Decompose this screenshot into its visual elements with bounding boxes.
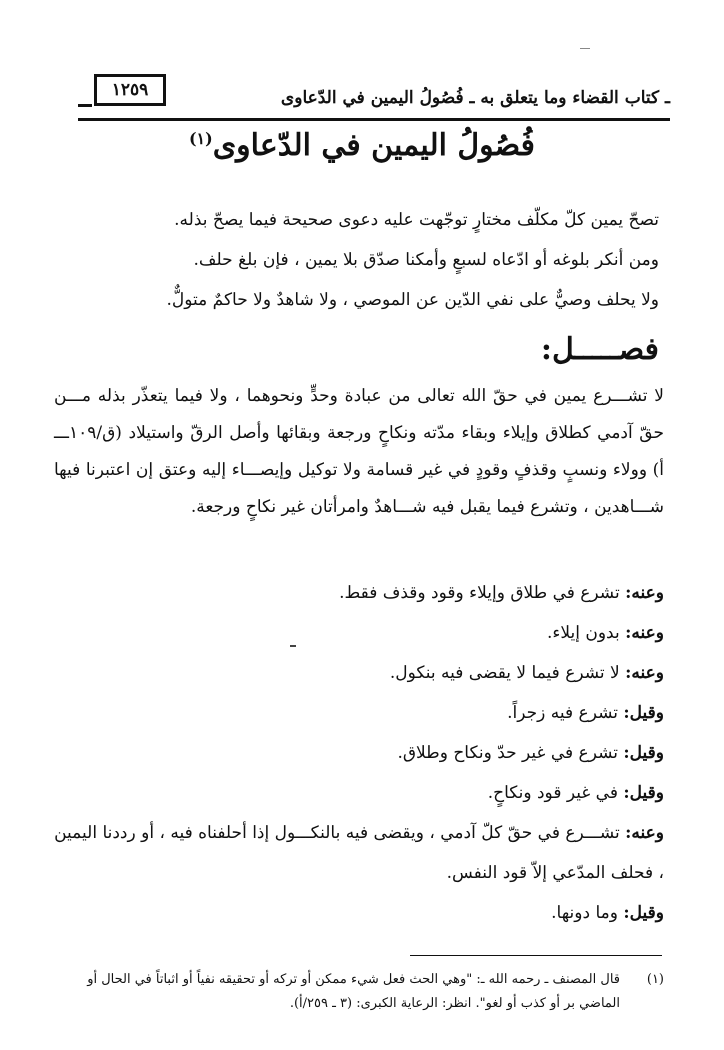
- list-item-label: وعنه:: [625, 663, 664, 683]
- list-item-text: لا تشرع فيما لا يقضى فيه بنكول.: [389, 663, 620, 683]
- list-item-text: تشرع في طلاق وإيلاء وقود وقذف فقط.: [339, 583, 620, 603]
- footnote-text: قال المصنف ـ رحمه الله ـ: "وهي الحث فعل شيء ممكن أو تركه أو تحقيقه نفياً أو اثباتاً في الحال أو الماضي بر أو كذب أو لغو". انظر: الرعاية الكبرى: (٣ ـ ٢٥٩/أ).: [87, 972, 620, 1011]
- scan-mark: [580, 48, 590, 49]
- body-paragraph-text: لا تشـــرع يمين في حقّ الله تعالى من عبادة وحدٍّ ونحوهما ، ولا فيما يتعذّر بذله مـــن حقّ آدمي كطلاق وإيلاء وبقاء مدّته ونكاحٍ ورجعة وبقائها وأصل الرقّ واستيلاد (ق/١٠٩ـــ أ) وولاء ونسبٍ وقذفٍ وقودٍ في غير قسامة ولا توكيل وإيصـــاء إليه وعتق إن اعتبرنا فيها شـــاهدين ، وتشرع فيما يقبل فيه شـــاهدٌ وامرأتان غير نكاحٍ ورجعة.: [54, 386, 664, 517]
- running-header: [78, 70, 670, 121]
- list-item: [54, 573, 664, 613]
- footnote-divider: [410, 955, 662, 956]
- footnote-number: (١): [646, 972, 664, 987]
- list-item: [54, 733, 664, 773]
- list-item-text: تشـــرع في حقّ كلّ آدمي ، ويقضى فيه بالنكـــول إذا أحلفناه فيه ، أو رددنا اليمين ، فحلف المدّعي إلاّ قود النفس.: [54, 823, 664, 883]
- list-item-label: وقيل:: [623, 743, 664, 763]
- list-item-label: وقيل:: [623, 783, 664, 803]
- list-item-text: في غير قود ونكاحٍ.: [487, 783, 618, 803]
- list-item-text: بدون إيلاء.: [546, 623, 620, 643]
- page-number-box: ١٢٥٩: [94, 74, 166, 106]
- intro-line: ومن أنكر بلوغه أو ادّعاه لسبعٍ وأمكنا صدّق بلا يمين ، فإن بلغ حلف.: [193, 250, 659, 270]
- body-paragraph: [54, 378, 664, 526]
- section-heading: فصـــــل:: [540, 332, 659, 367]
- chapter-title-text: فُصُولُ اليمين في الدّعاوى: [212, 128, 536, 163]
- list-item: [54, 813, 664, 893]
- intro-line: تصحّ يمين كلّ مكلّف مختارٍ توجّهت عليه دعوى صحيحة فيما يصحّ بذله.: [174, 210, 659, 230]
- intro-line: ولا يحلف وصيٌّ على نفي الدّين عن الموصي ، ولا شاهدٌ ولا حاكمٌ متولٌّ.: [166, 290, 659, 310]
- intro-paragraphs: [64, 200, 659, 320]
- list-item-label: وعنه:: [625, 623, 664, 643]
- list-item-label: وقيل:: [623, 903, 664, 923]
- opinions-list: [54, 573, 664, 933]
- list-item-label: وعنه:: [625, 583, 664, 603]
- list-item-text: وما دونها.: [551, 903, 618, 923]
- header-title: ـ كتاب القضاء وما يتعلق به ـ فُصُولُ اليمين في الدّعاوى: [280, 88, 670, 108]
- list-item-label: وعنه:: [625, 823, 664, 843]
- footnote: [54, 968, 664, 1016]
- title-footnote-ref: (١): [188, 129, 213, 148]
- list-item: [54, 893, 664, 933]
- list-item: [54, 773, 664, 813]
- list-item: [54, 653, 664, 693]
- list-item-text: تشرع فيه زجراً.: [507, 703, 618, 723]
- chapter-title: [0, 128, 724, 163]
- list-item-label: وقيل:: [623, 703, 664, 723]
- header-dash: [78, 104, 92, 107]
- list-item: [54, 693, 664, 733]
- list-item: [54, 613, 664, 653]
- list-item-text: تشرع في غير حدّ ونكاح وطلاق.: [397, 743, 618, 763]
